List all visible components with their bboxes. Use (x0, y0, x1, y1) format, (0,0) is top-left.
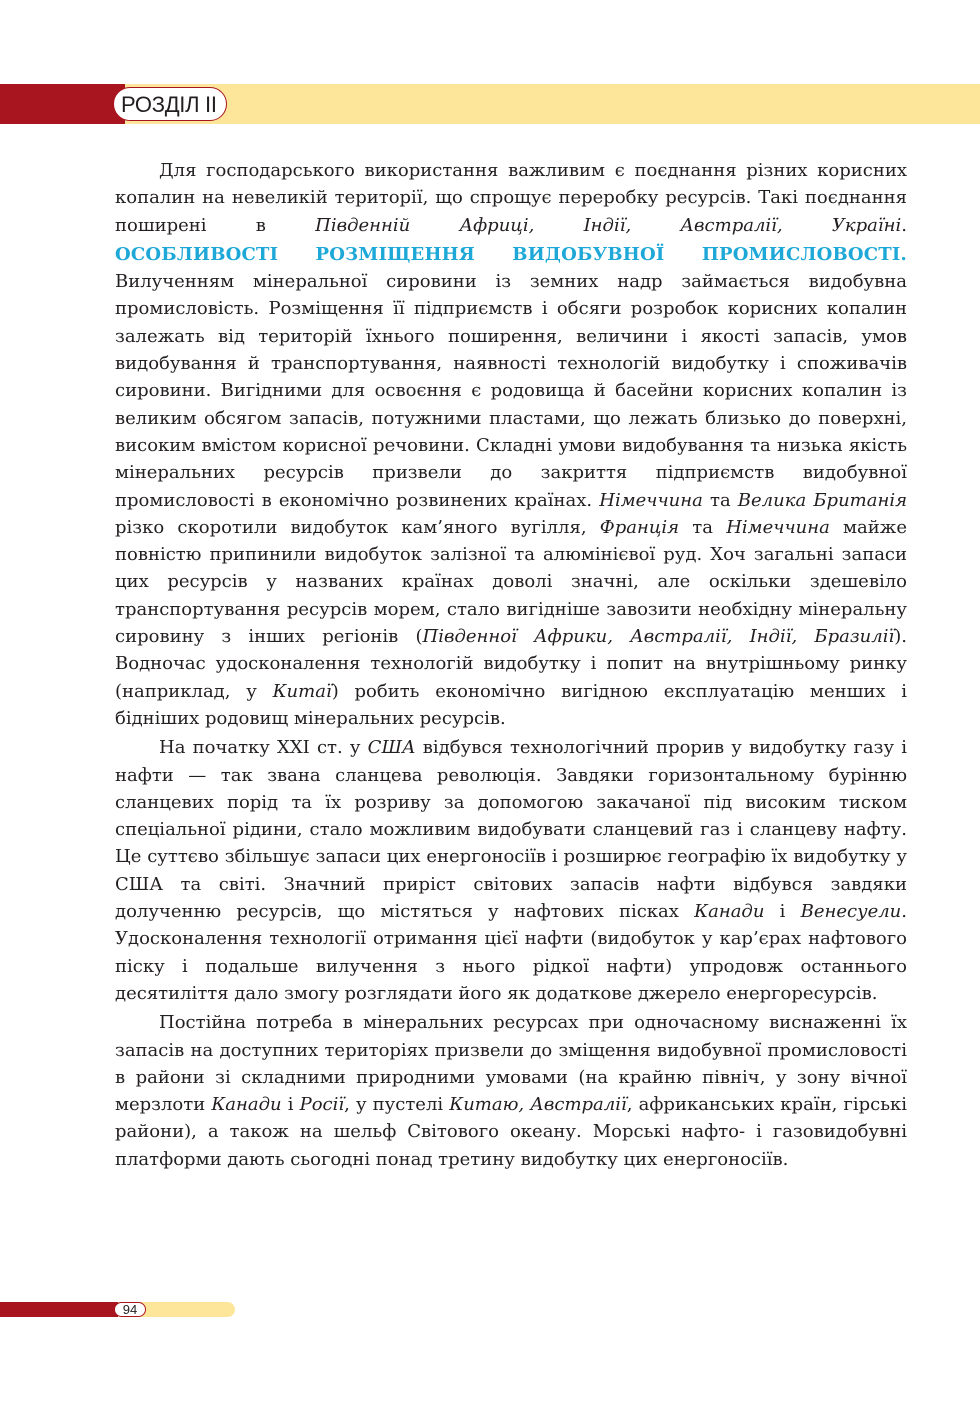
text-run: майже повністю припинили видобуток залізної та алюмінієвої руд. Хоч загальні запаси цих ресурсів у названих країнах доволі значні, але оскільки здешевіло транспортування ресурсів морем, стало вигідніше завозити необхідну мінеральну сировину з інших регіонів ( (115, 516, 907, 648)
page-number: 94 (114, 1302, 146, 1317)
paragraph-2 (115, 241, 907, 732)
text-run: Для господарського використання важливим є поєднання різних корисних копалин на невеликій території, що спрощує переробку ресурсів. Такі поєднання поширені в (115, 160, 907, 236)
italic-run: Канади (694, 901, 765, 923)
italic-run: США (367, 737, 416, 759)
italic-run: Китаю, Австралії (449, 1094, 627, 1116)
italic-run: Китаї (272, 680, 332, 702)
text-run: ). Водночас удосконалення технологій видобутку і попит на внутрішньому ринку (наприклад, у (115, 626, 907, 702)
text-run: та (702, 489, 738, 511)
text-run: Постійна потреба в мінеральних ресурсах при одночасному виснаженні їх запасів на доступних територіях призвели до зміщення видобувної промисловості в райони зі складними природними умовами (на крайню північ, у зону вічної мерзлоти (115, 1012, 907, 1116)
header-accent-bar (0, 84, 125, 124)
italic-run: Росії (299, 1094, 345, 1116)
text-run: , у пустелі (344, 1094, 450, 1116)
italic-run: Франція (599, 516, 680, 538)
text-run: та (679, 516, 727, 538)
italic-run: Велика Британія (737, 489, 908, 511)
italic-run: Канади (211, 1094, 282, 1116)
text-run: . Удосконалення технології отримання цієї нафти (видобуток у кар’єрах нафтового піску і подальше вилучення з нього рідкої нафти) упродовж останнього десятиліття дало змогу розглядати його як додаткове джерело енергоресурсів. (115, 901, 908, 1004)
text-run: . (901, 214, 908, 236)
footer-accent-bar (0, 1302, 118, 1317)
italic-run: Венесуели (800, 901, 902, 923)
text-run: і (281, 1094, 300, 1116)
paragraph-4 (115, 1009, 907, 1173)
section-heading: ОСОБЛИВОСТІ РОЗМІЩЕННЯ ВИДОБУВНОЇ ПРОМИСЛОВОСТІ. (115, 243, 907, 265)
italic-run: Німеччина (599, 489, 703, 511)
text-run: відбувся технологічний прорив у видобутку газу і нафти — так звана сланцева революція. Завдяки горизонтальному бурінню сланцевих порід та їх розриву за допомогою закачаної під високим тиском спеціальної рідини, стало можливим видобувати сланцевий газ і сланцеву нафту. Це суттєво збільшує запаси цих енергоносіїв і розширює географію їх видобутку у США та світі. Значний приріст світових запасів нафти відбувся завдяки долученню ресурсів, що містяться у нафтових пісках (115, 737, 907, 923)
paragraph-3 (115, 734, 907, 1007)
text-run: На початку XXI ст. у (159, 737, 368, 759)
italic-run: Німеччина (726, 516, 830, 538)
text-run: і (764, 901, 801, 923)
body-text (115, 157, 907, 1175)
italic-run: Південній Африці, Індії, Австралії, Україні (315, 214, 902, 236)
paragraph-1 (115, 157, 907, 239)
text-run: різко скоротили видобуток кам’яного вугілля, (115, 516, 600, 538)
text-run: , африканських країн, гірські райони), а також на шельф Світового океану. Морські нафто- і газовидобувні платформи дають сьогодні понад третину видобутку цих енергоносіїв. (115, 1094, 907, 1170)
section-label: РОЗДІЛ ІІ (113, 87, 227, 121)
italic-run: Південної Африки, Австралії, Індії, Бразилії (422, 626, 895, 648)
text-run: ) робить економічно вигідною експлуатацію менших і бідніших родовищ мінеральних ресурсів. (115, 680, 907, 729)
text-run: Вилученням мінеральної сировини із земних надр займається видобувна промисловість. Розміщення її підприємств і обсяги розробок корисних копалин залежать від територій їхнього поширення, величини і якості запасів, умов видобування й транспортування, наявності технологій видобутку і споживачів сировини. Вигідними для освоєння є родовища й басейни корисних копалин із великим обсягом запасів, потужними пластами, що лежать близько до поверхні, високим вмістом корисної речовини. Складні умови видобування та низька якість мінеральних ресурсів призвели до закриття підприємств видобувної промисловості в економічно розвинених країнах. (115, 271, 907, 511)
